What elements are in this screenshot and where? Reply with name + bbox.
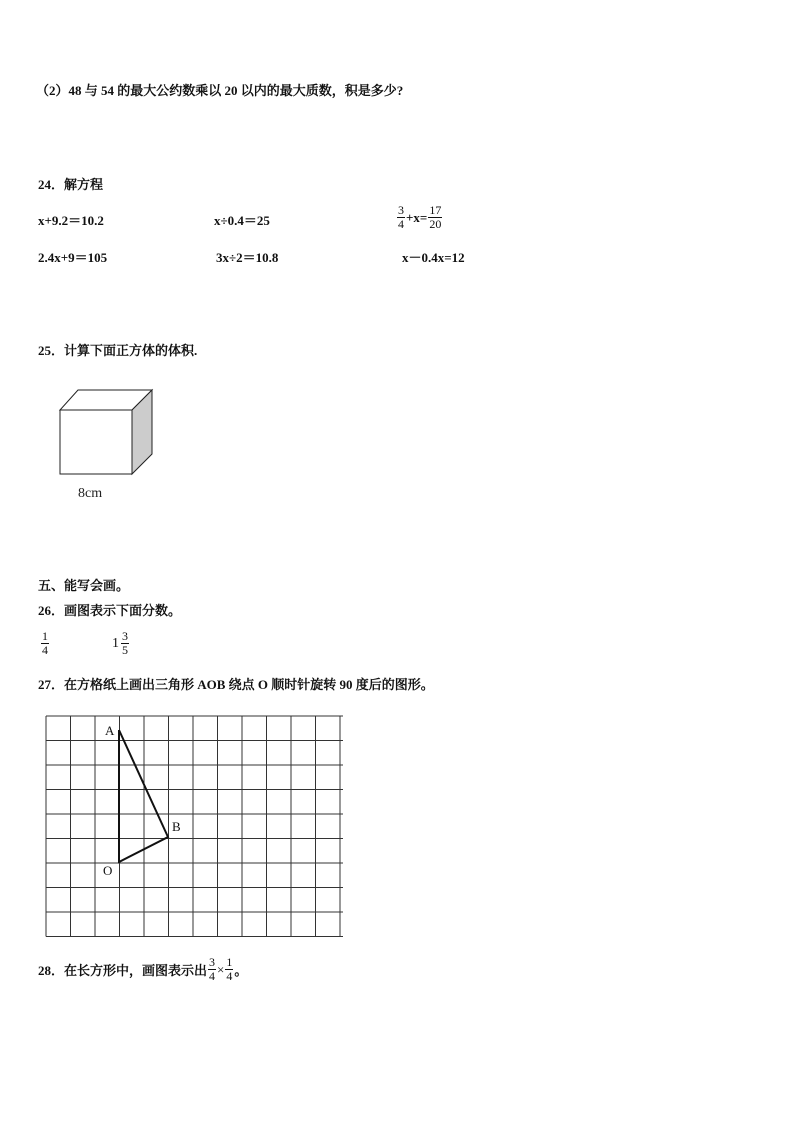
numerator: 3 [398, 203, 404, 217]
q24-equation-2: x÷0.4＝25 [214, 213, 270, 228]
numerator: 3 [209, 955, 216, 969]
grid-lines [46, 716, 343, 937]
vertex-label-o: O [103, 863, 113, 878]
whole-number: 1 [112, 635, 119, 651]
fraction [428, 204, 442, 231]
denominator: 4 [42, 643, 48, 657]
q24-equation-5: 3x÷2＝10.8 [216, 250, 279, 265]
section-5-heading: 五、能写会画。 [38, 578, 130, 593]
vertex-label-a: A [105, 723, 115, 738]
numerator: 3 [122, 629, 128, 643]
q26-title: 26．画图表示下面分数。 [38, 603, 182, 618]
numerator: 1 [42, 629, 48, 643]
denominator: 20 [429, 217, 442, 231]
vertex-label-b: B [172, 819, 181, 834]
multiply-sign: × [217, 961, 225, 977]
denominator: 5 [122, 643, 128, 657]
q24-equation-1: x+9.2＝10.2 [38, 213, 104, 228]
cube-edge-label: 8cm [78, 486, 103, 501]
q28-text [38, 956, 247, 983]
q23-part2-text: （2）48 与 54 的最大公约数乘以 20 以内的最大质数，积是多少? [36, 83, 404, 98]
numerator: 17 [429, 203, 442, 217]
fraction [397, 204, 405, 231]
q24-equation-4: 2.4x+9＝105 [38, 250, 108, 265]
denominator: 4 [226, 969, 233, 983]
q26-fraction-2 [112, 630, 130, 657]
fraction [41, 630, 49, 657]
q24-title: 24．解方程 [38, 177, 104, 192]
fraction [208, 956, 216, 983]
numerator: 1 [226, 955, 233, 969]
q24-equation-6: x－0.4x=12 [402, 250, 465, 265]
cube-figure [56, 386, 156, 506]
denominator: 4 [209, 969, 216, 983]
grid-paper [40, 710, 345, 940]
cube-front-face [60, 410, 132, 474]
fraction [225, 956, 233, 983]
q25-title: 25．计算下面正方体的体积. [38, 343, 198, 358]
q28-prefix: 28．在长方形中，画图表示出 [38, 963, 208, 978]
denominator: 4 [398, 217, 404, 231]
fraction [121, 630, 129, 657]
q27-title: 27．在方格纸上画出三角形 AOB 绕点 O 顺时针旋转 90 度后的图形。 [38, 677, 434, 692]
q24-equation-3 [396, 204, 443, 231]
q28-suffix: 。 [234, 963, 248, 978]
q26-fraction-1 [40, 630, 50, 657]
equation-operator: +x= [406, 209, 428, 225]
